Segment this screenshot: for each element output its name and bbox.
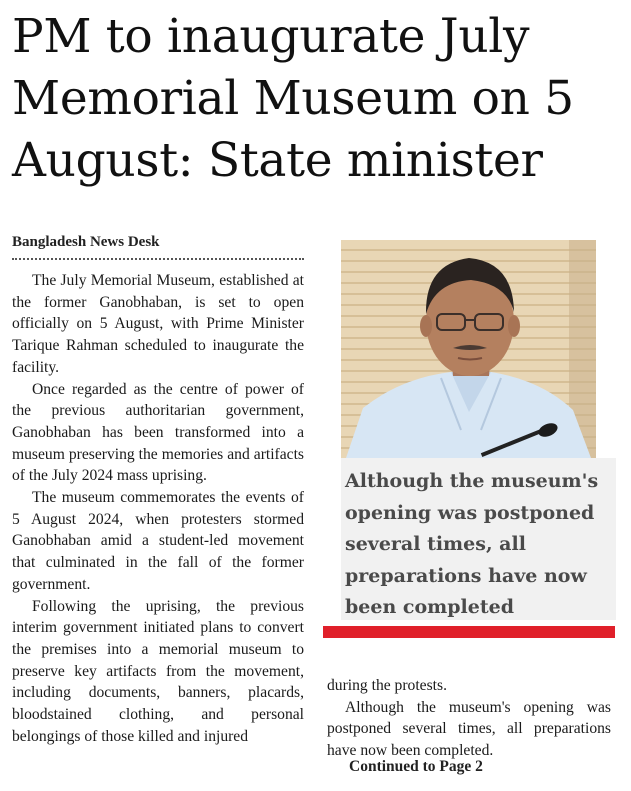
article-body-left-column [12, 270, 304, 747]
article-paragraph: Although the museum's opening was postponed several times, all preparations have now been completed. [327, 698, 611, 760]
accent-divider [323, 626, 615, 638]
article-paragraph: The museum commemorates the events of 5 August 2024, when protesters stormed Ganobhaban amid a student-led movement that culminated in the fall of the former government. [12, 489, 304, 593]
article-paragraph-continuation: during the protests. [327, 677, 447, 694]
pull-quote [341, 458, 616, 620]
article-paragraph: Once regarded as the centre of power of the previous authoritarian government, Ganobhaban has been transformed into a museum preserving the memories and artifacts of the July 2024 mass uprising. [12, 380, 304, 485]
portrait-illustration [341, 240, 596, 458]
continued-link[interactable]: Continued to Page 2 [349, 758, 483, 775]
byline: Bangladesh News Desk [12, 234, 160, 250]
pull-quote-text: Although the museum's opening was postponed several times, all preparations have now been completed [345, 470, 599, 618]
headline: PM to inaugurate July Memorial Museum on 5 August: State minister [12, 9, 574, 188]
article-paragraph: The July Memorial Museum, established at the former Ganobhaban, is set to open officially on 5 August, with Prime Minister Tarique Rahman scheduled to inaugurate the facility. [12, 272, 304, 376]
article-body-right-column [327, 675, 611, 762]
article-photo [341, 240, 596, 458]
article-paragraph: Following the uprising, the previous interim government initiated plans to convert the premises into a memorial museum to preserve key artifacts from the movement, including documents, banners, placards, bloodstained clothing, and personal belongings of those killed and injured [12, 597, 304, 745]
byline-divider [12, 258, 304, 260]
